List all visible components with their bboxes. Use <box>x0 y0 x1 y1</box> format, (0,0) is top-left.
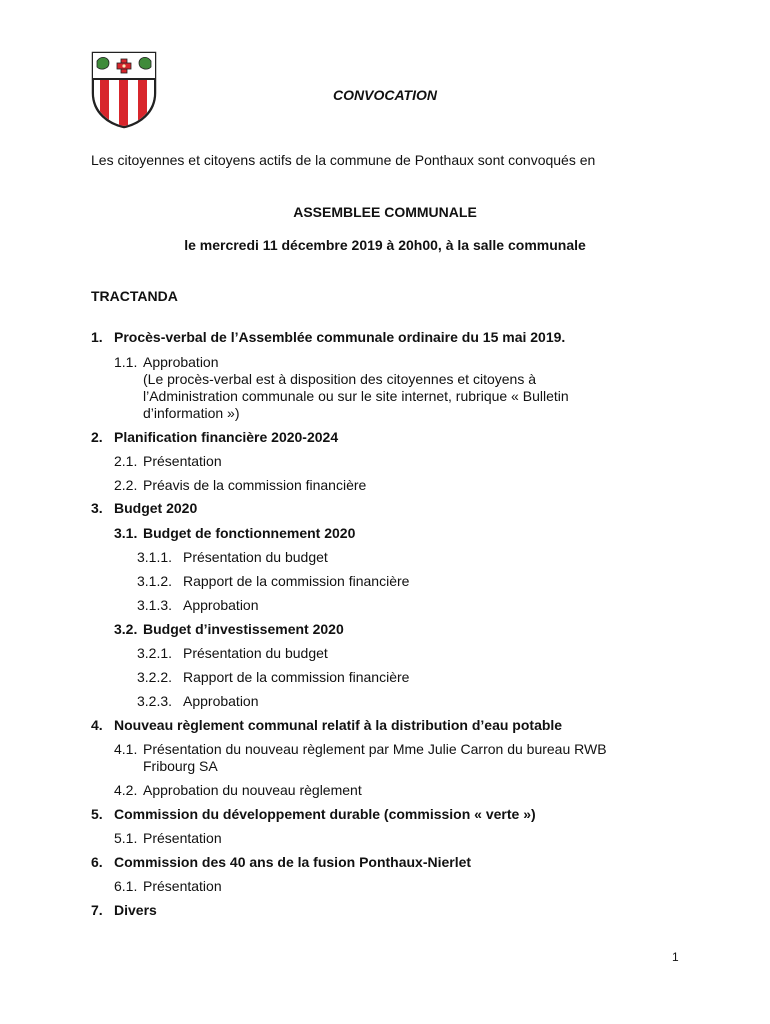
agenda-item-4-2-number: 4.2. <box>114 782 138 798</box>
agenda-item-3-1-number: 3.1. <box>114 525 138 541</box>
agenda-item-4-1-number: 4.1. <box>114 741 138 757</box>
agenda-item-3-2-1-number: 3.2.1. <box>137 645 173 661</box>
agenda-item-1-1-number: 1.1. <box>114 354 138 370</box>
agenda-item-5-1 <box>114 830 222 847</box>
agenda-item-3-1 <box>114 525 356 542</box>
agenda-item-6-1-text: Présentation <box>143 878 222 894</box>
agenda-item-2-number: 2. <box>91 429 103 445</box>
date-line: le mercredi 11 décembre 2019 à 20h00, à la salle communale <box>184 237 586 253</box>
agenda-item-5 <box>91 806 536 823</box>
agenda-item-6-number: 6. <box>91 854 103 870</box>
agenda-item-1-note-line-1: (Le procès-verbal est à disposition des citoyennes et citoyens à <box>143 371 536 387</box>
agenda-item-4-2-text: Approbation du nouveau règlement <box>143 782 362 798</box>
agenda-item-3 <box>91 500 198 517</box>
agenda-item-7-text: Divers <box>114 902 157 918</box>
agenda-item-3-2-text: Budget d’investissement 2020 <box>143 621 344 637</box>
agenda-item-4-number: 4. <box>91 717 103 733</box>
agenda-item-2-1-text: Présentation <box>143 453 222 469</box>
agenda-item-7-number: 7. <box>91 902 103 918</box>
agenda-item-2 <box>91 429 339 446</box>
page-title: CONVOCATION <box>333 87 437 103</box>
agenda-item-4-text: Nouveau règlement communal relatif à la distribution d’eau potable <box>114 717 563 733</box>
agenda-item-4-1 <box>114 741 607 758</box>
agenda-item-3-1-3 <box>137 597 259 614</box>
agenda-item-2-text: Planification financière 2020-2024 <box>114 429 339 445</box>
agenda-item-3-2-3-number: 3.2.3. <box>137 693 173 709</box>
agenda-item-3-1-2-text: Rapport de la commission financière <box>183 573 410 589</box>
agenda-item-4-1-continuation: Fribourg SA <box>143 758 218 774</box>
agenda-item-3-2-2-text: Rapport de la commission financière <box>183 669 410 685</box>
agenda-item-3-2-1 <box>137 645 328 662</box>
agenda-item-1 <box>91 329 566 346</box>
agenda-item-6-1 <box>114 878 222 895</box>
assembly-heading: ASSEMBLEE COMMUNALE <box>293 204 477 220</box>
agenda-item-3-1-3-number: 3.1.3. <box>137 597 173 613</box>
agenda-item-1-text: Procès-verbal de l’Assemblée communale ordinaire du 15 mai 2019. <box>114 329 566 345</box>
agenda-item-4 <box>91 717 563 734</box>
agenda-item-2-1 <box>114 453 222 470</box>
agenda-item-3-1-2 <box>137 573 410 590</box>
agenda-item-3-1-1-number: 3.1.1. <box>137 549 173 565</box>
page-number: 1 <box>672 950 679 964</box>
agenda-item-6-text: Commission des 40 ans de la fusion Ponthaux-Nierlet <box>114 854 472 870</box>
tractanda-heading: TRACTANDA <box>91 288 178 304</box>
agenda-item-1-1-text: Approbation <box>143 354 219 370</box>
agenda-item-2-1-number: 2.1. <box>114 453 138 469</box>
agenda-item-3-2-2 <box>137 669 410 686</box>
agenda-item-3-1-text: Budget de fonctionnement 2020 <box>143 525 356 541</box>
agenda-item-5-1-number: 5.1. <box>114 830 138 846</box>
intro-text: Les citoyennes et citoyens actifs de la commune de Ponthaux sont convoqués en <box>91 152 596 168</box>
agenda-item-2-2-number: 2.2. <box>114 477 138 493</box>
agenda-item-3-1-3-text: Approbation <box>183 597 259 613</box>
agenda-item-7 <box>91 902 157 919</box>
agenda-item-4-1-text: Présentation du nouveau règlement par Mme Julie Carron du bureau RWB <box>143 741 607 757</box>
agenda-item-3-1-2-number: 3.1.2. <box>137 573 173 589</box>
agenda-item-3-2-3 <box>137 693 259 710</box>
agenda-item-1-1 <box>114 354 219 371</box>
agenda-item-3-2-number: 3.2. <box>114 621 138 637</box>
agenda-item-1-note-line-3: d’information ») <box>143 405 240 421</box>
agenda-item-3-2-3-text: Approbation <box>183 693 259 709</box>
agenda-item-3-2-2-number: 3.2.2. <box>137 669 173 685</box>
agenda-item-2-2 <box>114 477 367 494</box>
agenda-item-3-2-1-text: Présentation du budget <box>183 645 328 661</box>
agenda-item-3-2 <box>114 621 344 638</box>
agenda-item-3-1-1-text: Présentation du budget <box>183 549 328 565</box>
agenda-item-3-number: 3. <box>91 500 103 516</box>
agenda-item-2-2-text: Préavis de la commission financière <box>143 477 367 493</box>
agenda-item-1-number: 1. <box>91 329 103 345</box>
agenda-item-1-note-line-2: l’Administration communale ou sur le site internet, rubrique « Bulletin <box>143 388 569 404</box>
agenda-item-5-number: 5. <box>91 806 103 822</box>
agenda-item-4-2 <box>114 782 362 799</box>
agenda-item-6-1-number: 6.1. <box>114 878 138 894</box>
agenda-item-6 <box>91 854 472 871</box>
agenda-item-5-1-text: Présentation <box>143 830 222 846</box>
agenda-item-3-1-1 <box>137 549 328 566</box>
agenda-item-5-text: Commission du développement durable (commission « verte ») <box>114 806 536 822</box>
agenda-item-3-text: Budget 2020 <box>114 500 198 516</box>
